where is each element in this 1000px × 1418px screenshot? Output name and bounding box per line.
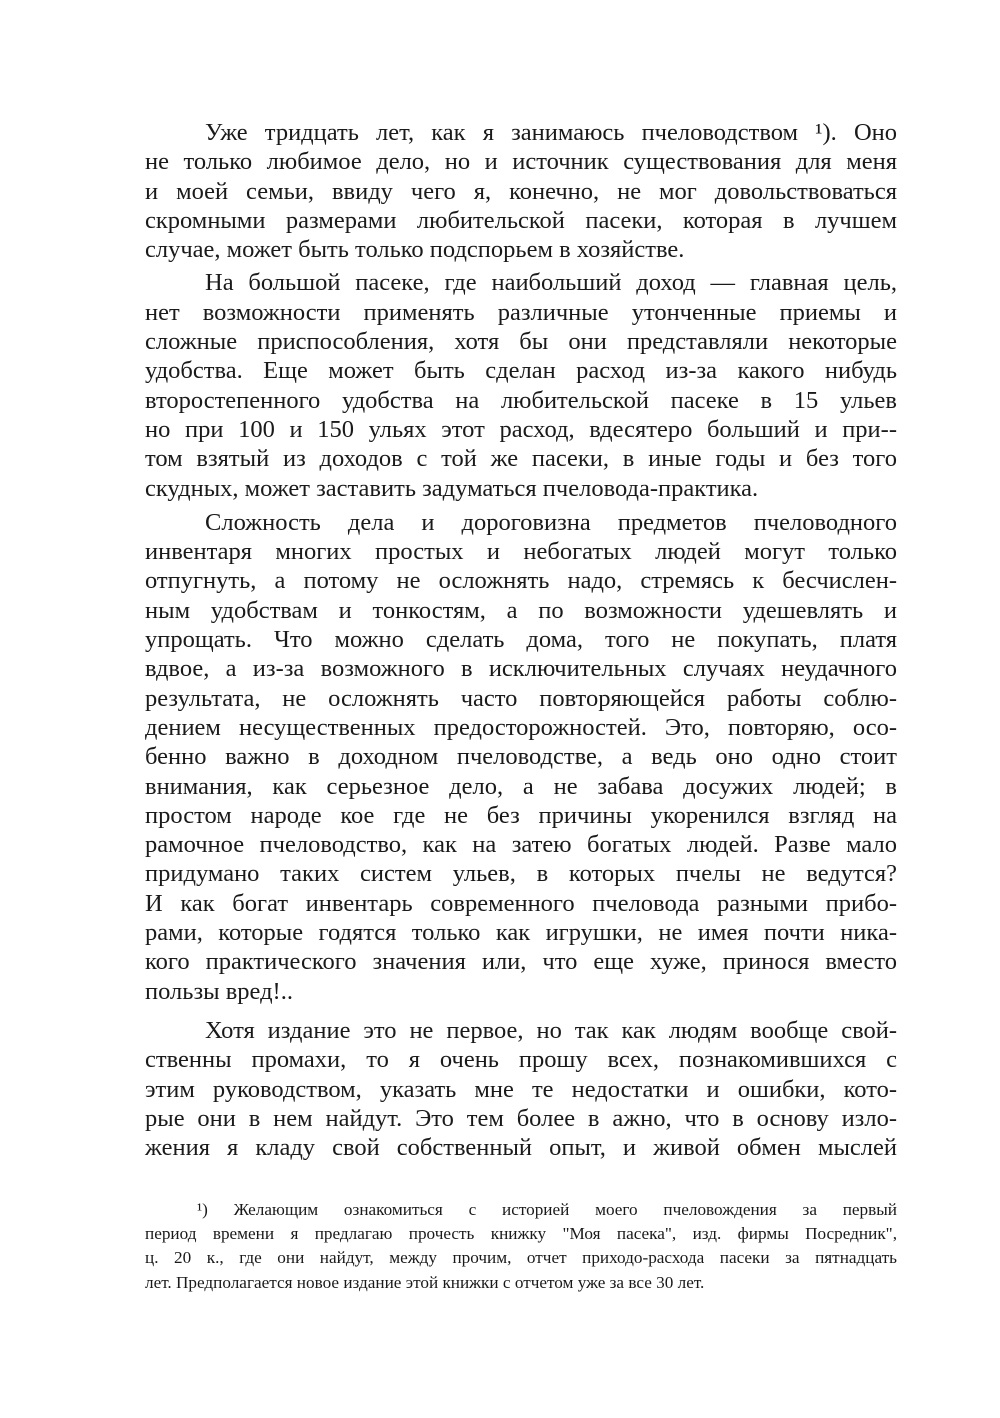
text-line: Хотя издание это не первое, но так как людям вообще свой- xyxy=(205,1016,897,1044)
text-line: случае, может быть только подспорьем в хозяйстве. xyxy=(145,236,685,264)
text-line: результата, не осложнять часто повторяющейся работы соблю- xyxy=(145,684,897,712)
paragraph-2 xyxy=(145,268,897,502)
paragraph-4 xyxy=(145,1016,897,1162)
text-line: скромными размерами любительской пасеки, которая в лучшем xyxy=(145,206,897,234)
paragraph-1 xyxy=(145,118,897,264)
footnote-line: ц. 20 к., где они найдут, между прочим, отчет приходо-расхода пасеки за пятнадцать xyxy=(145,1248,897,1268)
footnote-line: ¹) Желающим ознакомиться с историей моего пчеловождения за первый xyxy=(197,1200,897,1219)
text-line: ственны промахи, то я очень прошу всех, познакомившихся с xyxy=(145,1046,897,1074)
text-line: рами, которые годятся только как игрушки, не имея почти ника- xyxy=(145,919,897,947)
text-line: этим руководством, указать мне те недостатки и ошибки, кото- xyxy=(145,1075,897,1103)
text-line: рамочное пчеловодство, как на затею богатых людей. Разве мало xyxy=(145,831,897,859)
text-line: скудных, может заставить задуматься пчеловода-практика. xyxy=(145,474,759,502)
text-line: внимания, как серьезное дело, а не забава досужих людей; в xyxy=(145,772,897,800)
footnote-line: лет. Предполагается новое издание этой книжки с отчетом уже за все 30 лет. xyxy=(145,1272,705,1292)
text-line: нет возможности применять различные утонченные приемы и xyxy=(145,298,897,326)
text-line: пользы вред!.. xyxy=(145,977,293,1005)
text-line: бенно важно в доходном пчеловодстве, а ведь оно одно стоит xyxy=(145,743,897,771)
text-line: второстепенного удобства на любительской пасеке в 15 ульев xyxy=(145,386,897,414)
text-line: отпугнуть, а потому не осложнять надо, стремясь к бесчислен- xyxy=(145,567,897,595)
footnote xyxy=(145,1198,897,1295)
text-line: не только любимое дело, но и источник существования для меня xyxy=(145,148,897,176)
text-line: ным удобствам и тонкостям, а по возможности удешевлять и xyxy=(145,596,897,624)
paragraph-3 xyxy=(145,508,897,1006)
text-line: простом народе кое где не без причины укоренился взгляд на xyxy=(145,801,897,829)
text-line: придумано таких систем ульев, в которых пчелы не ведутся? xyxy=(145,860,897,888)
text-line: и моей семьи, ввиду чего я, конечно, не мог довольствоваться xyxy=(145,177,897,205)
text-line: удобства. Еще может быть сделан расход из-за какого нибудь xyxy=(145,357,897,385)
text-line: рые они в нем найдут. Это тем более в ажно, что в основу изло- xyxy=(145,1104,897,1132)
main-text xyxy=(145,118,897,1162)
text-line: Сложность дела и дороговизна предметов пчеловодного xyxy=(205,508,897,536)
text-line: Уже тридцать лет, как я занимаюсь пчеловодством ¹). Оно xyxy=(205,119,897,146)
text-line: упрощать. Что можно сделать дома, того не покупать, платя xyxy=(145,626,897,654)
text-line: жения я кладу свой собственный опыт, и живой обмен мыслей xyxy=(145,1134,897,1162)
text-line: дением несущественных предосторожностей. Это, повторяю, осо- xyxy=(145,713,897,741)
footnote-line: период времени я предлагаю прочесть книжку "Моя пасека", изд. фирмы Посредник", xyxy=(145,1224,897,1244)
text-line: И как богат инвентарь современного пчеловода разными прибо- xyxy=(145,889,897,917)
text-line: том взятый из доходов с той же пасеки, в иные годы и без того xyxy=(145,445,897,473)
text-line: вдвое, а из-за возможного в исключительных случаях неудачного xyxy=(145,655,897,683)
text-line: инвентаря многих простых и небогатых людей могут только xyxy=(145,538,897,566)
text-line: На большой пасеке, где наибольший доход — главная цель, xyxy=(205,269,897,297)
text-line: но при 100 и 150 ульях этот расход, вдесятеро больший и при-- xyxy=(145,415,897,443)
text-line: сложные приспособления, хотя бы они представляли некоторые xyxy=(145,328,897,356)
text-line: кого практического значения или, что еще хуже, принося вместо xyxy=(145,948,897,976)
